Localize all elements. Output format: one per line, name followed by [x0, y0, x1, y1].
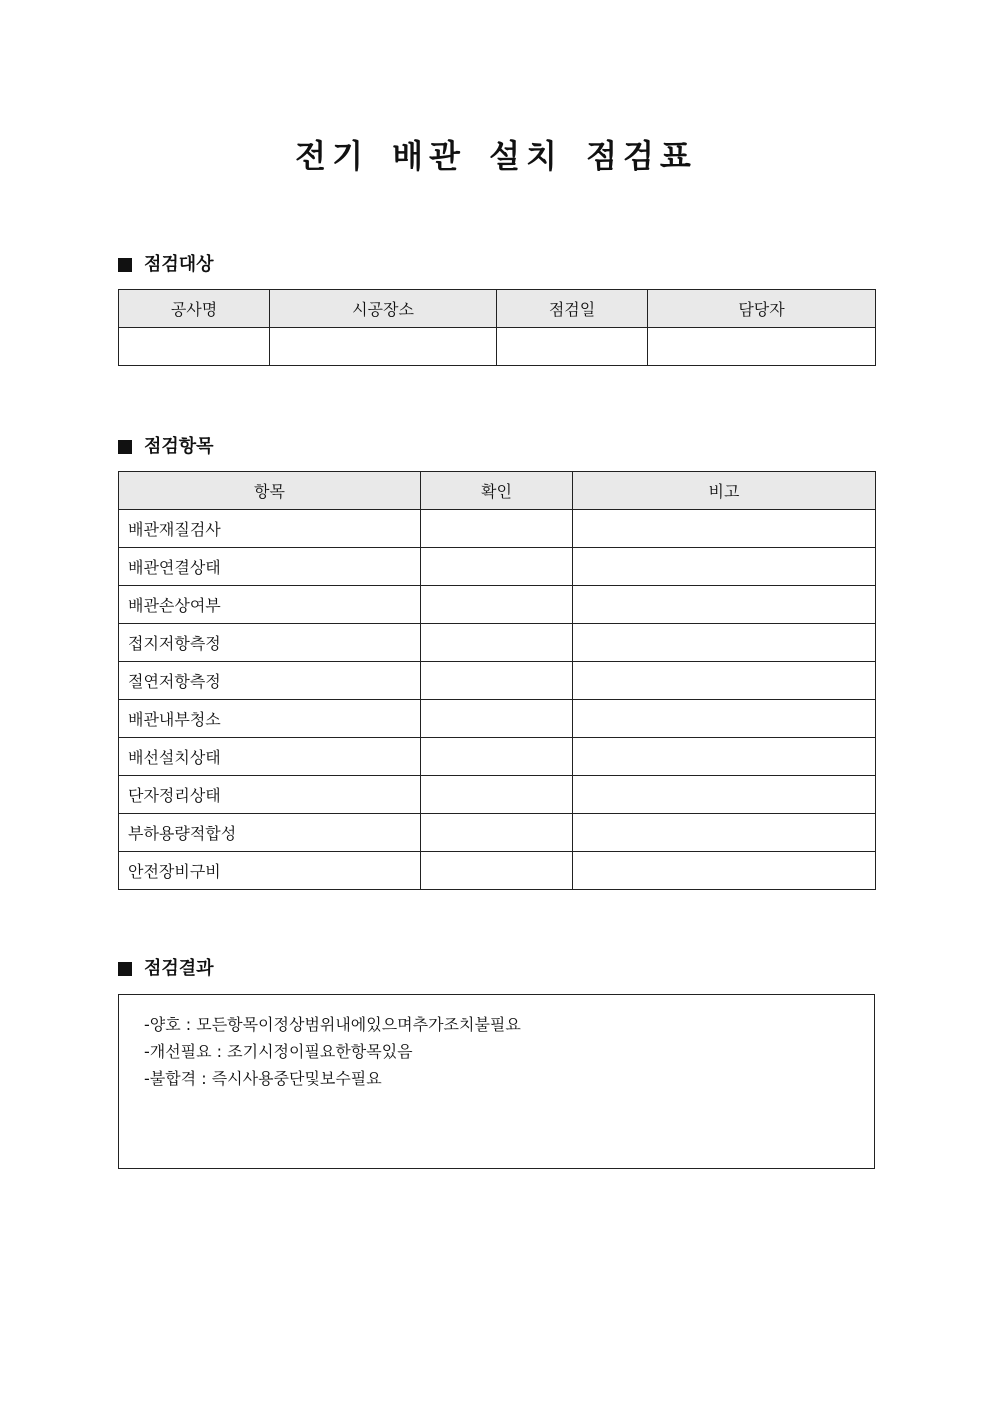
check-cell[interactable] [421, 814, 573, 852]
item-label: 배관내부청소 [119, 700, 421, 738]
item-label: 배관재질검사 [119, 510, 421, 548]
check-cell[interactable] [421, 548, 573, 586]
item-label: 배관손상여부 [119, 586, 421, 624]
table-row [119, 548, 876, 586]
header-note: 비고 [573, 472, 876, 510]
check-cell[interactable] [421, 776, 573, 814]
section-heading-target [118, 252, 214, 278]
item-label: 단자정리상태 [119, 776, 421, 814]
inspection-date-cell[interactable] [497, 328, 648, 366]
section-heading-result-label: 점검결과 [144, 958, 214, 979]
table-row [119, 852, 876, 890]
result-line-needs-improvement: -개선필요 : 조기시정이필요한항목있음 [144, 1042, 413, 1061]
section-heading-items-label: 점검항목 [144, 436, 214, 457]
check-cell[interactable] [421, 852, 573, 890]
table-row [119, 662, 876, 700]
header-construction-site: 시공장소 [270, 290, 497, 328]
header-check: 확인 [421, 472, 573, 510]
check-cell[interactable] [421, 662, 573, 700]
square-bullet-icon [118, 962, 132, 976]
note-cell[interactable] [573, 776, 876, 814]
check-cell[interactable] [421, 700, 573, 738]
items-table [118, 471, 876, 890]
table-row [119, 700, 876, 738]
page-title: 전기 배관 설치 점검표 [295, 137, 697, 175]
check-cell[interactable] [421, 510, 573, 548]
result-line-good: -양호 : 모든항목이정상범위내에있으며추가조치불필요 [144, 1015, 521, 1034]
header-project-name: 공사명 [119, 290, 270, 328]
item-label: 접지저항측정 [119, 624, 421, 662]
header-inspection-date: 점검일 [497, 290, 648, 328]
result-box[interactable] [118, 994, 875, 1169]
project-name-cell[interactable] [119, 328, 270, 366]
note-cell[interactable] [573, 586, 876, 624]
note-cell[interactable] [573, 510, 876, 548]
note-cell[interactable] [573, 852, 876, 890]
square-bullet-icon [118, 440, 132, 454]
square-bullet-icon [118, 258, 132, 272]
section-heading-result [118, 956, 214, 982]
check-cell[interactable] [421, 738, 573, 776]
header-person-in-charge: 담당자 [648, 290, 876, 328]
items-header-row [119, 472, 876, 510]
note-cell[interactable] [573, 700, 876, 738]
result-line-fail: -불합격 : 즉시사용중단및보수필요 [144, 1069, 382, 1088]
item-label: 절연저항측정 [119, 662, 421, 700]
header-item: 항목 [119, 472, 421, 510]
item-label: 부하용량적합성 [119, 814, 421, 852]
person-in-charge-cell[interactable] [648, 328, 876, 366]
target-header-row [119, 290, 876, 328]
check-cell[interactable] [421, 624, 573, 662]
target-value-row [119, 328, 876, 366]
table-row [119, 738, 876, 776]
section-heading-items [118, 434, 214, 460]
note-cell[interactable] [573, 738, 876, 776]
check-cell[interactable] [421, 586, 573, 624]
item-label: 배관연결상태 [119, 548, 421, 586]
note-cell[interactable] [573, 662, 876, 700]
table-row [119, 624, 876, 662]
note-cell[interactable] [573, 814, 876, 852]
note-cell[interactable] [573, 548, 876, 586]
table-row [119, 814, 876, 852]
table-row [119, 776, 876, 814]
item-label: 배선설치상태 [119, 738, 421, 776]
table-row [119, 510, 876, 548]
target-table [118, 289, 876, 366]
construction-site-cell[interactable] [270, 328, 497, 366]
table-row [119, 586, 876, 624]
section-heading-target-label: 점검대상 [144, 254, 214, 275]
item-label: 안전장비구비 [119, 852, 421, 890]
note-cell[interactable] [573, 624, 876, 662]
